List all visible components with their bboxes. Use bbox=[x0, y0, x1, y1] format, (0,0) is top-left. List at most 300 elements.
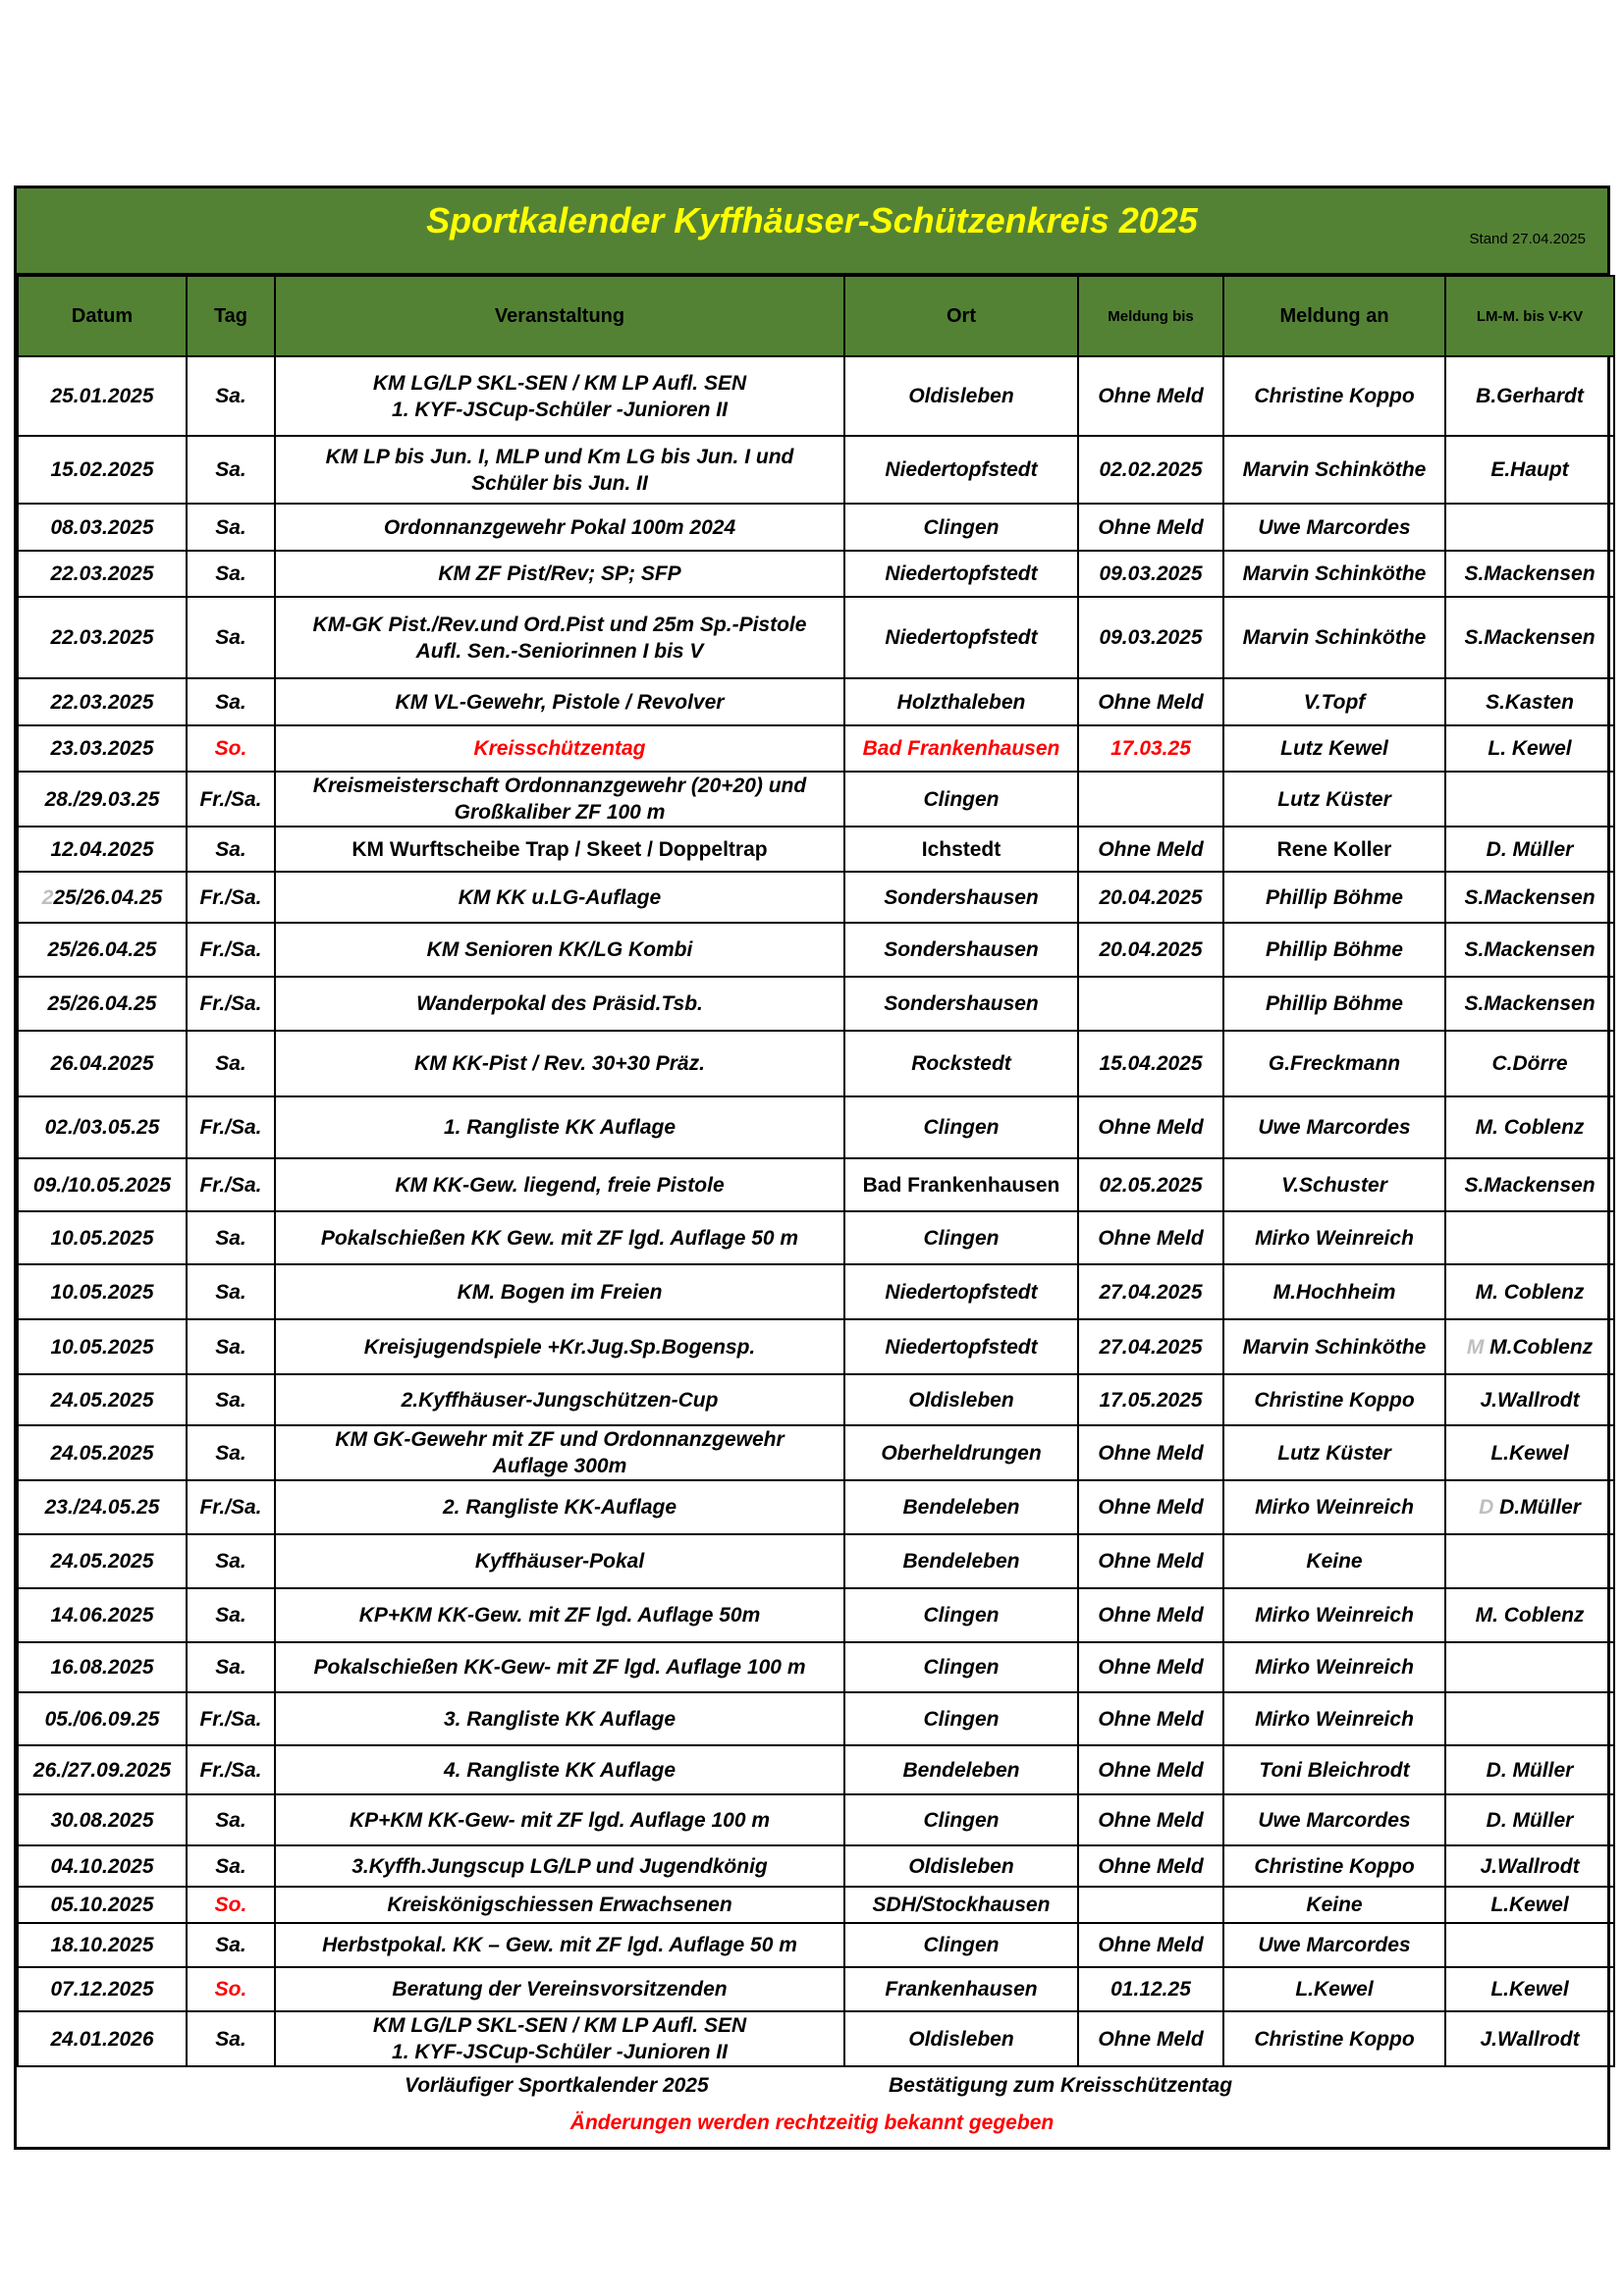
event-line-1: KM KK-Pist / Rev. 30+30 Präz. bbox=[414, 1052, 705, 1075]
cell-veranstaltung bbox=[275, 1534, 844, 1588]
event-line-1: 3. Rangliste KK Auflage bbox=[443, 1707, 677, 1731]
table-row bbox=[18, 356, 1614, 436]
table-row bbox=[18, 1845, 1614, 1887]
datum-value: 22.03.2025 bbox=[50, 690, 154, 714]
cell-veranstaltung bbox=[275, 1211, 844, 1264]
cell-tag: Sa. bbox=[187, 436, 275, 504]
cell-veranstaltung bbox=[275, 1031, 844, 1096]
col-header-veranstaltung: Veranstaltung bbox=[275, 276, 844, 356]
cell-lm bbox=[1445, 1845, 1614, 1887]
datum-value: 25/26.04.25 bbox=[53, 885, 163, 909]
calendar-sheet bbox=[14, 186, 1610, 2150]
datum-value: 05./06.09.25 bbox=[44, 1707, 160, 1731]
cell-tag: Sa. bbox=[187, 597, 275, 678]
cell-veranstaltung bbox=[275, 872, 844, 923]
cell-tag: Sa. bbox=[187, 1374, 275, 1425]
datum-value: 22.03.2025 bbox=[50, 562, 154, 585]
lm-value: J.Wallrodt bbox=[1480, 1388, 1580, 1412]
cell-tag: Sa. bbox=[187, 1923, 275, 1967]
cell-datum bbox=[18, 772, 187, 827]
cell-meldung-bis: Ohne Meld bbox=[1078, 1692, 1223, 1745]
datum-value: 16.08.2025 bbox=[50, 1656, 154, 1679]
event-line-1: Ordonnanzgewehr Pokal 100m 2024 bbox=[383, 515, 736, 539]
cell-lm bbox=[1445, 551, 1614, 597]
event-line-1: Wanderpokal des Präsid.Tsb. bbox=[416, 992, 703, 1015]
cell-meldung-bis: Ohne Meld bbox=[1078, 1480, 1223, 1534]
cell-meldung-bis: Ohne Meld bbox=[1078, 1745, 1223, 1794]
cell-ort: Clingen bbox=[844, 772, 1078, 827]
datum-value: 18.10.2025 bbox=[50, 1934, 154, 1956]
footer-confirmation-note: Bestätigung zum Kreisschützentag bbox=[889, 2074, 1233, 2097]
cell-datum bbox=[18, 725, 187, 772]
cell-lm bbox=[1445, 1887, 1614, 1923]
cell-meldung-an: Mirko Weinreich bbox=[1223, 1692, 1445, 1745]
table-row bbox=[18, 551, 1614, 597]
cell-tag: Fr./Sa. bbox=[187, 1480, 275, 1534]
cell-meldung-an: L.Kewel bbox=[1223, 1967, 1445, 2011]
cell-veranstaltung bbox=[275, 436, 844, 504]
cell-ort: Bendeleben bbox=[844, 1745, 1078, 1794]
cell-veranstaltung bbox=[275, 1692, 844, 1745]
event-line-1: KP+KM KK-Gew- mit ZF lgd. Auflage 100 m bbox=[349, 1808, 771, 1832]
cell-datum bbox=[18, 827, 187, 872]
page-title: Sportkalender Kyffhäuser-Schützenkreis 2025 bbox=[426, 200, 1198, 240]
cell-lm bbox=[1445, 678, 1614, 725]
datum-value: 30.08.2025 bbox=[50, 1808, 154, 1832]
cell-datum bbox=[18, 1692, 187, 1745]
cell-meldung-an: Uwe Marcordes bbox=[1223, 1096, 1445, 1158]
table-row bbox=[18, 1211, 1614, 1264]
cell-veranstaltung bbox=[275, 597, 844, 678]
cell-lm bbox=[1445, 1480, 1614, 1534]
datum-value: 08.03.2025 bbox=[50, 515, 154, 539]
cell-ort: Bad Frankenhausen bbox=[844, 725, 1078, 772]
cell-meldung-an: V.Schuster bbox=[1223, 1158, 1445, 1211]
lm-value: B.Gerhardt bbox=[1476, 385, 1584, 407]
cell-tag: Sa. bbox=[187, 1588, 275, 1642]
lm-value: D. Müller bbox=[1486, 1808, 1574, 1832]
cell-veranstaltung bbox=[275, 2011, 844, 2066]
table-row bbox=[18, 1692, 1614, 1745]
cell-ort: Niedertopfstedt bbox=[844, 436, 1078, 504]
cell-tag: Sa. bbox=[187, 1534, 275, 1588]
event-line-1: KM LP bis Jun. I, MLP und Km LG bis Jun. I und bbox=[325, 445, 794, 468]
datum-value: 14.06.2025 bbox=[50, 1604, 154, 1627]
cell-meldung-an: Christine Koppo bbox=[1223, 356, 1445, 436]
cell-meldung-bis: Ohne Meld bbox=[1078, 1534, 1223, 1588]
cell-lm bbox=[1445, 1319, 1614, 1374]
cell-datum bbox=[18, 551, 187, 597]
datum-value: 07.12.2025 bbox=[50, 1978, 154, 2001]
cell-ort: Oldisleben bbox=[844, 1845, 1078, 1887]
cell-meldung-bis: Ohne Meld bbox=[1078, 1794, 1223, 1845]
header-row bbox=[18, 276, 1614, 356]
cell-veranstaltung bbox=[275, 1745, 844, 1794]
cell-tag: Fr./Sa. bbox=[187, 872, 275, 923]
datum-value: 23.03.2025 bbox=[50, 737, 154, 760]
cell-lm bbox=[1445, 1264, 1614, 1319]
cell-tag: Sa. bbox=[187, 1319, 275, 1374]
cell-datum bbox=[18, 1158, 187, 1211]
cell-tag: Fr./Sa. bbox=[187, 977, 275, 1031]
event-line-1: Herbstpokal. KK – Gew. mit ZF lgd. Auflage 50 m bbox=[322, 1934, 797, 1956]
datum-value: 28./29.03.25 bbox=[44, 787, 160, 811]
cell-datum bbox=[18, 977, 187, 1031]
cell-veranstaltung bbox=[275, 1425, 844, 1480]
cell-meldung-an: Marvin Schinköthe bbox=[1223, 436, 1445, 504]
cell-datum bbox=[18, 1264, 187, 1319]
cell-ort: Ichstedt bbox=[844, 827, 1078, 872]
cell-ort: Bendeleben bbox=[844, 1480, 1078, 1534]
event-line-1: Kreismeisterschaft Ordonnanzgewehr (20+20) und bbox=[312, 774, 807, 797]
lm-value: S.Mackensen bbox=[1464, 992, 1596, 1015]
cell-meldung-an: Mirko Weinreich bbox=[1223, 1642, 1445, 1692]
datum-value: 26./27.09.2025 bbox=[32, 1758, 172, 1782]
datum-value: 04.10.2025 bbox=[50, 1854, 154, 1878]
cell-meldung-bis: Ohne Meld bbox=[1078, 2011, 1223, 2066]
table-row bbox=[18, 1096, 1614, 1158]
cell-meldung-an: Uwe Marcordes bbox=[1223, 504, 1445, 551]
table-row bbox=[18, 597, 1614, 678]
cell-lm bbox=[1445, 356, 1614, 436]
lm-value: S.Mackensen bbox=[1464, 626, 1596, 649]
lm-value: M. Coblenz bbox=[1475, 1280, 1585, 1304]
cell-meldung-bis: 17.05.2025 bbox=[1078, 1374, 1223, 1425]
calendar-body bbox=[18, 356, 1614, 2066]
lm-value: J.Wallrodt bbox=[1480, 2027, 1580, 2051]
cell-meldung-bis bbox=[1078, 977, 1223, 1031]
cell-ort: Clingen bbox=[844, 1642, 1078, 1692]
table-row bbox=[18, 1264, 1614, 1319]
event-line-1: 1. Rangliste KK Auflage bbox=[443, 1116, 677, 1139]
lm-value: J.Wallrodt bbox=[1480, 1854, 1580, 1878]
cell-ort: Sondershausen bbox=[844, 923, 1078, 977]
table-row bbox=[18, 1534, 1614, 1588]
lm-value: L.Kewel bbox=[1490, 1894, 1569, 1916]
lm-value: C.Dörre bbox=[1491, 1052, 1568, 1075]
lm-value: S.Mackensen bbox=[1464, 938, 1596, 961]
cell-ort: Clingen bbox=[844, 1211, 1078, 1264]
cell-tag: Sa. bbox=[187, 504, 275, 551]
cell-meldung-bis: 02.02.2025 bbox=[1078, 436, 1223, 504]
cell-datum bbox=[18, 436, 187, 504]
event-line-1: Beratung der Vereinsvorsitzenden bbox=[392, 1978, 728, 2001]
cell-tag: So. bbox=[187, 1887, 275, 1923]
cell-meldung-an: Lutz Küster bbox=[1223, 772, 1445, 827]
cell-lm bbox=[1445, 725, 1614, 772]
cell-meldung-bis: Ohne Meld bbox=[1078, 827, 1223, 872]
lm-value: S.Mackensen bbox=[1464, 1173, 1596, 1197]
cell-meldung-bis: Ohne Meld bbox=[1078, 1588, 1223, 1642]
cell-ort: Clingen bbox=[844, 1794, 1078, 1845]
title-bar bbox=[17, 188, 1607, 275]
cell-datum bbox=[18, 872, 187, 923]
cell-ort: Niedertopfstedt bbox=[844, 597, 1078, 678]
cell-ort: Sondershausen bbox=[844, 977, 1078, 1031]
cell-lm bbox=[1445, 1534, 1614, 1588]
cell-datum bbox=[18, 1211, 187, 1264]
cell-tag: So. bbox=[187, 725, 275, 772]
cell-datum bbox=[18, 1480, 187, 1534]
cell-lm bbox=[1445, 1096, 1614, 1158]
cell-ort: Oberheldrungen bbox=[844, 1425, 1078, 1480]
cell-ort: Holzthaleben bbox=[844, 678, 1078, 725]
cell-meldung-bis: Ohne Meld bbox=[1078, 1923, 1223, 1967]
cell-tag: Sa. bbox=[187, 356, 275, 436]
cell-veranstaltung bbox=[275, 1319, 844, 1374]
datum-value: 26.04.2025 bbox=[50, 1052, 154, 1075]
lm-value: D. Müller bbox=[1486, 837, 1574, 861]
cell-tag: Fr./Sa. bbox=[187, 1692, 275, 1745]
lm-value: M. Coblenz bbox=[1475, 1604, 1585, 1627]
table-row bbox=[18, 678, 1614, 725]
cell-datum bbox=[18, 2011, 187, 2066]
calendar-table bbox=[17, 275, 1615, 2067]
cell-ort: Clingen bbox=[844, 1692, 1078, 1745]
cell-datum bbox=[18, 1745, 187, 1794]
col-header-meldung-bis: Meldung bis bbox=[1078, 276, 1223, 356]
cell-ort: Oldisleben bbox=[844, 1374, 1078, 1425]
cell-lm bbox=[1445, 597, 1614, 678]
cell-tag: Sa. bbox=[187, 1642, 275, 1692]
col-header-ort: Ort bbox=[844, 276, 1078, 356]
cell-datum bbox=[18, 1845, 187, 1887]
cell-veranstaltung bbox=[275, 1642, 844, 1692]
cell-veranstaltung bbox=[275, 1845, 844, 1887]
cell-lm bbox=[1445, 1923, 1614, 1967]
cell-veranstaltung bbox=[275, 678, 844, 725]
table-row bbox=[18, 1745, 1614, 1794]
table-row bbox=[18, 872, 1614, 923]
event-line-1: KM Senioren KK/LG Kombi bbox=[426, 938, 693, 961]
cell-tag: Fr./Sa. bbox=[187, 923, 275, 977]
cell-ort: Clingen bbox=[844, 504, 1078, 551]
event-line-2: Aufl. Sen.-Seniorinnen I bis V bbox=[415, 639, 704, 663]
cell-lm bbox=[1445, 1642, 1614, 1692]
cell-lm bbox=[1445, 923, 1614, 977]
cell-meldung-an: V.Topf bbox=[1223, 678, 1445, 725]
cell-meldung-an: M.Hochheim bbox=[1223, 1264, 1445, 1319]
table-row bbox=[18, 1480, 1614, 1534]
cell-ort: Oldisleben bbox=[844, 2011, 1078, 2066]
cell-meldung-bis: Ohne Meld bbox=[1078, 1642, 1223, 1692]
cell-datum bbox=[18, 1374, 187, 1425]
col-header-meldung-an: Meldung an bbox=[1223, 276, 1445, 356]
table-row bbox=[18, 1923, 1614, 1967]
cell-ort: Rockstedt bbox=[844, 1031, 1078, 1096]
table-row bbox=[18, 2011, 1614, 2066]
cell-ort: Oldisleben bbox=[844, 356, 1078, 436]
col-header-tag: Tag bbox=[187, 276, 275, 356]
cell-meldung-bis: Ohne Meld bbox=[1078, 504, 1223, 551]
cell-meldung-bis: 27.04.2025 bbox=[1078, 1264, 1223, 1319]
cell-datum bbox=[18, 597, 187, 678]
cell-meldung-bis: 20.04.2025 bbox=[1078, 872, 1223, 923]
event-line-1: KM GK-Gewehr mit ZF und Ordonnanzgewehr bbox=[335, 1428, 785, 1451]
cell-ort: Bad Frankenhausen bbox=[844, 1158, 1078, 1211]
table-row bbox=[18, 772, 1614, 827]
cell-datum bbox=[18, 1425, 187, 1480]
cell-meldung-an: Marvin Schinköthe bbox=[1223, 597, 1445, 678]
lm-value: S.Kasten bbox=[1486, 690, 1574, 714]
cell-meldung-an: Uwe Marcordes bbox=[1223, 1923, 1445, 1967]
event-line-1: Kreiskönigschiessen Erwachsenen bbox=[387, 1894, 732, 1916]
cell-lm bbox=[1445, 2011, 1614, 2066]
cell-meldung-bis: 15.04.2025 bbox=[1078, 1031, 1223, 1096]
cell-tag: Sa. bbox=[187, 551, 275, 597]
cell-ort: Clingen bbox=[844, 1096, 1078, 1158]
cell-meldung-an: Uwe Marcordes bbox=[1223, 1794, 1445, 1845]
datum-value: 23./24.05.25 bbox=[44, 1496, 160, 1519]
cell-meldung-bis bbox=[1078, 772, 1223, 827]
event-line-1: KM Wurftscheibe Trap / Skeet / Doppeltrap bbox=[352, 837, 768, 861]
cell-lm bbox=[1445, 436, 1614, 504]
lm-value: M. Coblenz bbox=[1475, 1116, 1585, 1139]
event-line-1: KM ZF Pist/Rev; SP; SFP bbox=[438, 562, 681, 585]
cell-datum bbox=[18, 504, 187, 551]
cell-meldung-bis: Ohne Meld bbox=[1078, 1211, 1223, 1264]
event-line-1: Kreisschützentag bbox=[473, 737, 646, 760]
datum-value: 22.03.2025 bbox=[50, 626, 154, 649]
cell-datum bbox=[18, 1319, 187, 1374]
cell-lm bbox=[1445, 1745, 1614, 1794]
event-line-2: Großkaliber ZF 100 m bbox=[454, 801, 666, 824]
cell-datum bbox=[18, 1031, 187, 1096]
event-line-1: KM KK-Gew. liegend, freie Pistole bbox=[395, 1173, 725, 1197]
table-row bbox=[18, 725, 1614, 772]
cell-veranstaltung bbox=[275, 1588, 844, 1642]
event-line-1: KM KK u.LG-Auflage bbox=[458, 885, 662, 909]
cell-lm bbox=[1445, 1588, 1614, 1642]
datum-value: 10.05.2025 bbox=[50, 1280, 154, 1304]
cell-lm bbox=[1445, 977, 1614, 1031]
table-row bbox=[18, 1887, 1614, 1923]
lm-value: S.Mackensen bbox=[1464, 885, 1596, 909]
cell-meldung-bis bbox=[1078, 1887, 1223, 1923]
cell-meldung-bis: 20.04.2025 bbox=[1078, 923, 1223, 977]
datum-value: 24.05.2025 bbox=[50, 1550, 154, 1573]
cell-meldung-bis: 01.12.25 bbox=[1078, 1967, 1223, 2011]
lm-value: L. Kewel bbox=[1488, 737, 1572, 760]
cell-datum bbox=[18, 1967, 187, 2011]
datum-value: 02./03.05.25 bbox=[44, 1116, 160, 1139]
cell-meldung-an: Christine Koppo bbox=[1223, 1374, 1445, 1425]
cell-veranstaltung bbox=[275, 356, 844, 436]
cell-ort: Bendeleben bbox=[844, 1534, 1078, 1588]
cell-ort: Clingen bbox=[844, 1588, 1078, 1642]
cell-datum bbox=[18, 356, 187, 436]
event-line-1: Pokalschießen KK Gew. mit ZF lgd. Auflage 50 m bbox=[320, 1226, 799, 1250]
footer-change-notice: Änderungen werden rechtzeitig bekannt gegeben bbox=[569, 2111, 1055, 2134]
stand-date: Stand 27.04.2025 bbox=[1469, 231, 1586, 247]
cell-lm bbox=[1445, 1031, 1614, 1096]
cell-meldung-an: Phillip Böhme bbox=[1223, 977, 1445, 1031]
cell-meldung-an: Christine Koppo bbox=[1223, 2011, 1445, 2066]
cell-meldung-an: Toni Bleichrodt bbox=[1223, 1745, 1445, 1794]
table-row bbox=[18, 923, 1614, 977]
cell-ort: Niedertopfstedt bbox=[844, 1319, 1078, 1374]
cell-meldung-bis: 17.03.25 bbox=[1078, 725, 1223, 772]
cell-lm bbox=[1445, 1158, 1614, 1211]
table-row bbox=[18, 1588, 1614, 1642]
cell-veranstaltung bbox=[275, 1923, 844, 1967]
cell-lm bbox=[1445, 504, 1614, 551]
cell-meldung-bis: 02.05.2025 bbox=[1078, 1158, 1223, 1211]
col-header-lm: LM-M. bis V-KV bbox=[1445, 276, 1614, 356]
lm-value: M.Coblenz bbox=[1489, 1335, 1594, 1359]
cell-ort: SDH/Stockhausen bbox=[844, 1887, 1078, 1923]
datum-value: 24.05.2025 bbox=[50, 1388, 154, 1412]
table-row bbox=[18, 1425, 1614, 1480]
datum-value: 25/26.04.25 bbox=[47, 992, 157, 1015]
cell-meldung-an: Rene Koller bbox=[1223, 827, 1445, 872]
cell-datum bbox=[18, 1534, 187, 1588]
cell-veranstaltung bbox=[275, 1158, 844, 1211]
cell-datum bbox=[18, 1588, 187, 1642]
table-row bbox=[18, 1319, 1614, 1374]
table-row bbox=[18, 1374, 1614, 1425]
event-line-2: Schüler bis Jun. II bbox=[471, 471, 648, 495]
lm-value: S.Mackensen bbox=[1464, 562, 1596, 585]
event-line-1: Kyffhäuser-Pokal bbox=[474, 1550, 645, 1573]
cell-tag: Sa. bbox=[187, 1031, 275, 1096]
event-line-1: 2.Kyffhäuser-Jungschützen-Cup bbox=[401, 1388, 719, 1412]
cell-datum bbox=[18, 1887, 187, 1923]
cell-veranstaltung bbox=[275, 551, 844, 597]
cell-lm bbox=[1445, 1967, 1614, 2011]
event-line-1: KM VL-Gewehr, Pistole / Revolver bbox=[395, 690, 725, 714]
event-line-2: 1. KYF-JSCup-Schüler -Junioren II bbox=[392, 398, 728, 421]
cell-meldung-an: Lutz Kewel bbox=[1223, 725, 1445, 772]
cell-veranstaltung bbox=[275, 1096, 844, 1158]
cell-veranstaltung bbox=[275, 1374, 844, 1425]
datum-value: 25/26.04.25 bbox=[47, 938, 157, 961]
cell-veranstaltung bbox=[275, 1887, 844, 1923]
cell-lm bbox=[1445, 872, 1614, 923]
ghost-mark: D bbox=[1479, 1496, 1494, 1519]
event-line-1: KM-GK Pist./Rev.und Ord.Pist und 25m Sp.-Pistole bbox=[312, 613, 807, 636]
event-line-1: Pokalschießen KK-Gew- mit ZF lgd. Auflage 100 m bbox=[313, 1656, 806, 1679]
cell-meldung-an: Keine bbox=[1223, 1534, 1445, 1588]
cell-lm bbox=[1445, 1425, 1614, 1480]
cell-tag: Fr./Sa. bbox=[187, 1096, 275, 1158]
table-row bbox=[18, 977, 1614, 1031]
cell-tag: Sa. bbox=[187, 2011, 275, 2066]
cell-tag: Fr./Sa. bbox=[187, 772, 275, 827]
datum-value: 10.05.2025 bbox=[50, 1226, 154, 1250]
cell-veranstaltung bbox=[275, 977, 844, 1031]
cell-meldung-an: Lutz Küster bbox=[1223, 1425, 1445, 1480]
cell-ort: Clingen bbox=[844, 1923, 1078, 1967]
cell-meldung-an: Christine Koppo bbox=[1223, 1845, 1445, 1887]
event-line-2: 1. KYF-JSCup-Schüler -Junioren II bbox=[392, 2041, 728, 2063]
cell-lm bbox=[1445, 1692, 1614, 1745]
event-line-1: KM. Bogen im Freien bbox=[457, 1280, 663, 1304]
cell-meldung-bis: Ohne Meld bbox=[1078, 1425, 1223, 1480]
event-line-2: Auflage 300m bbox=[492, 1455, 627, 1477]
cell-meldung-an: Mirko Weinreich bbox=[1223, 1211, 1445, 1264]
cell-meldung-bis: 09.03.2025 bbox=[1078, 597, 1223, 678]
cell-tag: Sa. bbox=[187, 678, 275, 725]
cell-lm bbox=[1445, 772, 1614, 827]
cell-datum bbox=[18, 1794, 187, 1845]
event-line-1: 4. Rangliste KK Auflage bbox=[443, 1758, 677, 1782]
ghost-mark: 2 bbox=[41, 885, 54, 909]
table-row bbox=[18, 436, 1614, 504]
cell-veranstaltung bbox=[275, 772, 844, 827]
cell-meldung-an: Marvin Schinköthe bbox=[1223, 1319, 1445, 1374]
footer-provisional-note: Vorläufiger Sportkalender 2025 bbox=[405, 2074, 709, 2097]
